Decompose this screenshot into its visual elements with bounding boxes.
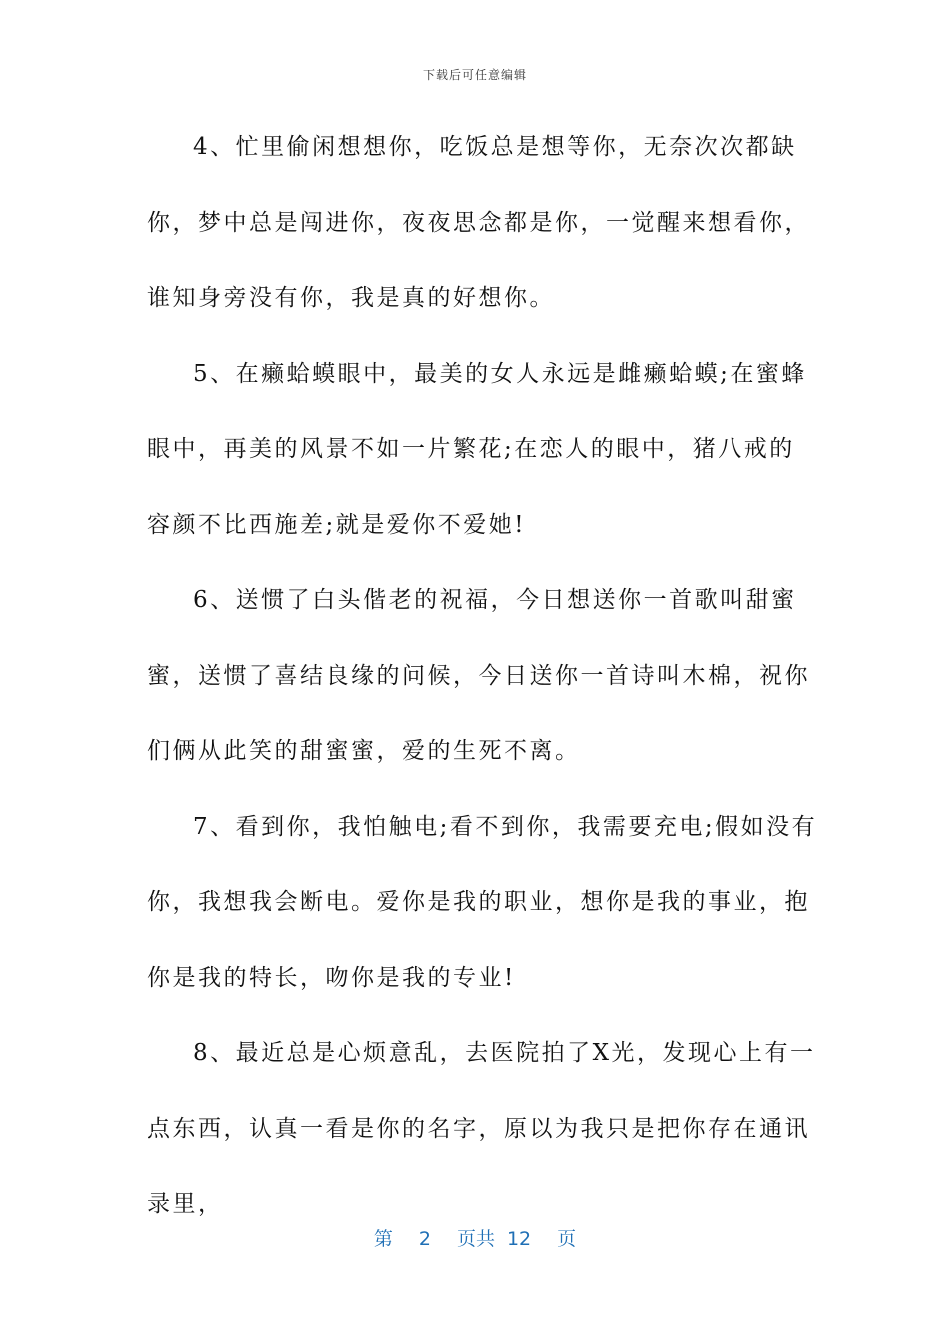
paragraph-6: 6、送惯了白头偕老的祝福，今日想送你一首歌叫甜蜜蜜，送惯了喜结良缘的问候，今日送你一首诗叫木棉，祝你们俩从此笑的甜蜜蜜，爱的生死不离。 <box>147 587 810 764</box>
paragraph-5: 5、在癞蛤蟆眼中，最美的女人永远是雌癞蛤蟆;在蜜蜂眼中，再美的风景不如一片繁花;在恋人的眼中，猪八戒的容颜不比西施差;就是爱你不爱她! <box>147 360 807 538</box>
footer-current-page: 2 <box>418 1228 431 1250</box>
footer-middle: 页共 <box>456 1228 495 1250</box>
page-footer <box>0 1224 950 1251</box>
footer-suffix: 页 <box>557 1228 577 1250</box>
header-note: 下载后可任意编辑 <box>422 68 527 82</box>
paragraph-8: 8、最近总是心烦意乱，去医院拍了X光，发现心上有一点东西，认真一看是你的名字，原以为我只是把你存在通讯录里， <box>147 1040 816 1217</box>
footer-prefix: 第 <box>373 1228 393 1250</box>
paragraph-7: 7、看到你，我怕触电;看不到你，我需要充电;假如没有你，我想我会断电。爱你是我的职业，想你是我的事业，抱你是我的特长，吻你是我的专业! <box>147 813 818 991</box>
footer-total-pages: 12 <box>506 1228 532 1250</box>
paragraph-4: 4、忙里偷闲想想你，吃饭总是想等你，无奈次次都缺你，梦中总是闯进你，夜夜思念都是你，一觉醒来想看你，谁知身旁没有你，我是真的好想你。 <box>147 134 810 311</box>
document-body <box>147 110 819 1243</box>
